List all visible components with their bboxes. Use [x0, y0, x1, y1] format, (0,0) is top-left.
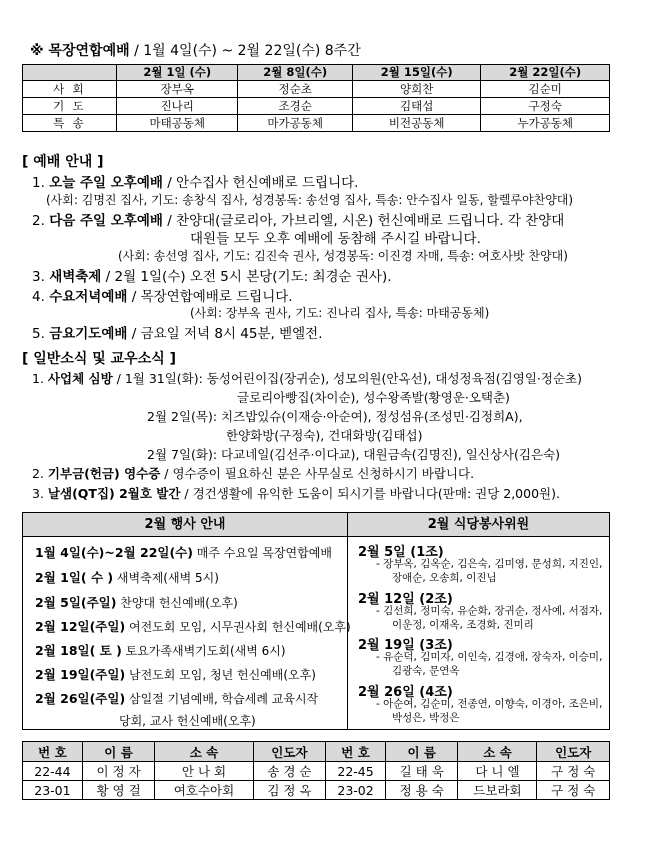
item-number: 1. — [32, 175, 45, 191]
schedule-date: 2월 22일(수) — [481, 65, 610, 81]
event-date: 2월 26일(주일) — [35, 691, 126, 706]
member-cell: 다 니 엘 — [458, 762, 537, 781]
event-date: 2월 1일( 수 ) — [35, 570, 114, 585]
item-number: 1. — [32, 371, 44, 386]
event-desc: 남전도회 모임, 청년 헌신예배(오후) — [125, 668, 316, 682]
event-desc: 찬양대 헌신예배(오후) — [116, 596, 238, 610]
members-header: 인도자 — [537, 742, 610, 762]
duty-group-members: - 아순여, 김순미, 전종연, 이향숙, 이경아, 조은비, — [376, 698, 603, 710]
duty-group-members: - 유순덕, 김미자, 이인숙, 김경애, 장숙자, 이승미, — [376, 651, 603, 663]
item-title: 다음 주일 오후예배 — [49, 213, 163, 229]
event-item — [35, 568, 219, 586]
schedule-row — [23, 98, 610, 115]
item-text: / 1월 31일(화): 동성어린이집(장귀순), 성모의원(안옥선), 대성정육점(김영일·정순초) — [112, 371, 582, 386]
member-cell: 길 태 욱 — [385, 762, 457, 781]
schedule-cell: 정순초 — [238, 81, 352, 98]
news-heading: [ 일반소식 및 교우소식 ] — [22, 351, 177, 367]
members-header: 이 름 — [385, 742, 457, 762]
schedule-row-label: 특 송 — [23, 115, 117, 132]
news-item-1-line4: 한양화방(구정숙), 건대화방(김태섭) — [226, 428, 423, 443]
member-cell: 송 경 순 — [253, 762, 325, 781]
event-item — [35, 665, 316, 683]
item-text: / 2월 1일(수) 오전 5시 본당(기도: 최경순 권사). — [101, 269, 392, 285]
worship-item-2-detail: (사회: 송선영 집사, 기도: 김진숙 권사, 성경봉독: 이진경 자매, 특송: 여호사밧 찬양대) — [118, 249, 568, 263]
new-members-table — [22, 741, 610, 800]
members-header: 이 름 — [82, 742, 154, 762]
item-text: / 영수증이 필요하신 분은 사무실로 신청하시기 바랍니다. — [160, 466, 475, 481]
schedule-cell: 비전공동체 — [352, 115, 481, 132]
members-header: 번 호 — [23, 742, 83, 762]
member-cell: 정 용 숙 — [385, 781, 457, 800]
member-cell: 23-01 — [23, 781, 83, 800]
member-cell: 23-02 — [326, 781, 386, 800]
page-title — [30, 40, 361, 60]
duty-group-members: 김광숙, 문연옥 — [392, 665, 460, 677]
member-cell: 이 정 자 — [82, 762, 154, 781]
member-cell: 22-45 — [326, 762, 386, 781]
member-cell: 황 영 걸 — [82, 781, 154, 800]
item-text: / 안수집사 헌신예배로 드립니다. — [162, 175, 359, 191]
item-text: / 찬양대(글로리아, 가브리엘, 시온) 헌신예배로 드립니다. 각 찬양대 — [162, 213, 565, 229]
item-title: 날샘(QT집) 2월호 발간 — [47, 486, 181, 501]
event-date: 2월 19일(주일) — [35, 667, 126, 682]
event-date: 2월 18일( 토 ) — [35, 643, 122, 658]
worship-item-2 — [32, 209, 564, 229]
news-item-1 — [32, 369, 582, 387]
schedule-cell: 마태공동체 — [117, 115, 238, 132]
schedule-cell: 김태섭 — [352, 98, 481, 115]
event-date: 2월 5일(주일) — [35, 595, 117, 610]
item-text: / 목장연합예배로 드립니다. — [127, 289, 293, 305]
duty-group-members: 박성은, 박정은 — [392, 712, 460, 724]
event-desc: 토요가족새벽기도회(새벽 6시) — [121, 644, 286, 658]
event-item-cont: 당회, 교사 헌신예배(오후) — [119, 714, 256, 728]
duty-group-head: 2월 19일 (3조) — [358, 638, 453, 653]
worship-schedule-table — [22, 64, 610, 132]
member-cell: 구 정 숙 — [537, 781, 610, 800]
news-item-1-line2: 글로리아빵집(차이순), 성수왕족발(황영운·오택춘) — [237, 390, 510, 405]
item-title: 오늘 주일 오후예배 — [49, 175, 163, 191]
duty-group-head: 2월 26일 (4조) — [358, 685, 453, 700]
event-desc: 매주 수요일 목장연합예배 — [192, 546, 332, 560]
event-date: 2월 12일(주일) — [35, 619, 126, 634]
schedule-date: 2월 1일 (수) — [117, 65, 238, 81]
news-item-1-line5: 2월 7일(화): 다교네일(김선주·이다교), 대원금속(김명진), 일신상사(김은숙) — [147, 447, 560, 462]
title-prefix: ※ — [30, 43, 49, 59]
item-number: 5. — [32, 326, 45, 342]
item-number: 3. — [32, 269, 45, 285]
event-item — [35, 689, 318, 707]
duty-group-members: - 김선희, 정미숙, 유순화, 장귀순, 정사예, 서점자, — [376, 605, 603, 617]
schedule-date: 2월 8일(수) — [238, 65, 352, 81]
schedule-corner-cell — [23, 65, 117, 81]
item-text: / 금요일 저녁 8시 45분, 벧엘전. — [127, 326, 323, 342]
event-desc: 삼일절 기념예배, 학습세례 교육시작 — [125, 692, 319, 706]
event-item — [35, 593, 238, 611]
member-cell: 22-44 — [23, 762, 83, 781]
item-number: 2. — [32, 466, 44, 481]
news-item-1-line3: 2월 2일(목): 치즈밥있슈(이재승·아순여), 정성섬유(조성민·김정희A), — [147, 409, 523, 424]
event-desc: 여전도회 모임, 시무권사회 헌신예배(오후) — [125, 620, 351, 634]
schedule-row-label: 기 도 — [23, 98, 117, 115]
worship-item-5 — [32, 322, 323, 342]
duty-group-members: - 장부옥, 김옥순, 김은숙, 김미영, 문성희, 지진인, — [376, 558, 603, 570]
schedule-cell: 구정숙 — [481, 98, 610, 115]
members-header-row — [23, 742, 610, 762]
duty-group-head: 2월 12일 (2조) — [358, 592, 453, 607]
worship-item-1-detail: (사회: 김명진 집사, 기도: 송창식 집사, 성경봉독: 송선영 집사, 특송: 안수집사 일동, 할렐루야찬양대) — [46, 193, 574, 207]
schedule-cell: 진나리 — [117, 98, 238, 115]
members-header: 인도자 — [253, 742, 325, 762]
worship-item-1 — [32, 171, 358, 191]
worship-item-4 — [32, 285, 293, 305]
member-cell: 여호수아회 — [155, 781, 253, 800]
events-box — [22, 512, 351, 730]
schedule-header-row — [23, 65, 610, 81]
schedule-date: 2월 15일(수) — [352, 65, 481, 81]
schedule-cell: 장부옥 — [117, 81, 238, 98]
kitchen-duty-box — [347, 512, 610, 730]
schedule-row — [23, 81, 610, 98]
title-period: / 1월 4일(수) ~ 2월 22일(수) 8주간 — [129, 43, 361, 59]
members-header: 번 호 — [326, 742, 386, 762]
member-cell: 드보라회 — [458, 781, 537, 800]
events-heading: 2월 행사 안내 — [23, 513, 347, 537]
duty-group-head: 2월 5일 (1조) — [358, 545, 444, 560]
schedule-row — [23, 115, 610, 132]
duty-group-members: 장애순, 오송희, 이진님 — [392, 572, 497, 584]
event-item — [35, 641, 286, 659]
member-cell: 안 나 회 — [155, 762, 253, 781]
schedule-cell: 김순미 — [481, 81, 610, 98]
member-cell: 김 정 옥 — [253, 781, 325, 800]
item-title: 기부금(헌금) 영수증 — [47, 466, 161, 481]
item-text: / 경건생활에 유익한 도움이 되시기를 바랍니다(판매: 권당 2,000원). — [180, 486, 560, 501]
news-item-2 — [32, 464, 474, 482]
item-number: 4. — [32, 289, 45, 305]
schedule-cell: 양희찬 — [352, 81, 481, 98]
event-item — [35, 617, 351, 635]
schedule-row-label: 사 회 — [23, 81, 117, 98]
duty-heading: 2월 식당봉사위원 — [348, 513, 609, 537]
table-row — [23, 781, 610, 800]
item-title: 사업체 심방 — [47, 371, 113, 386]
worship-item-4-detail: (사회: 장부옥 권사, 기도: 진나리 집사, 특송: 마태공동체) — [190, 306, 490, 320]
item-number: 3. — [32, 486, 44, 501]
worship-heading: [ 예배 안내 ] — [22, 154, 104, 170]
member-cell: 구 정 숙 — [537, 762, 610, 781]
duty-group-members: 이운정, 이재옥, 조경화, 진미리 — [392, 619, 534, 631]
members-header: 소 속 — [458, 742, 537, 762]
members-header: 소 속 — [155, 742, 253, 762]
item-number: 2. — [32, 213, 45, 229]
schedule-cell: 누가공동체 — [481, 115, 610, 132]
title-main: 목장연합예배 — [48, 43, 130, 59]
event-item — [35, 543, 332, 561]
item-title: 금요기도예배 — [49, 326, 128, 342]
event-desc: 새벽축제(새벽 5시) — [113, 571, 219, 585]
event-date: 1월 4일(수)~2월 22일(수) — [35, 545, 193, 560]
schedule-cell: 마가공동체 — [238, 115, 352, 132]
item-title: 수요저녁예배 — [49, 289, 128, 305]
worship-item-3 — [32, 265, 392, 285]
item-title: 새벽축제 — [49, 269, 102, 285]
schedule-cell: 조경순 — [238, 98, 352, 115]
news-item-3 — [32, 484, 560, 502]
worship-item-2-cont: 대원들 모두 오후 예배에 동참해 주시길 바랍니다. — [190, 231, 481, 247]
table-row — [23, 762, 610, 781]
